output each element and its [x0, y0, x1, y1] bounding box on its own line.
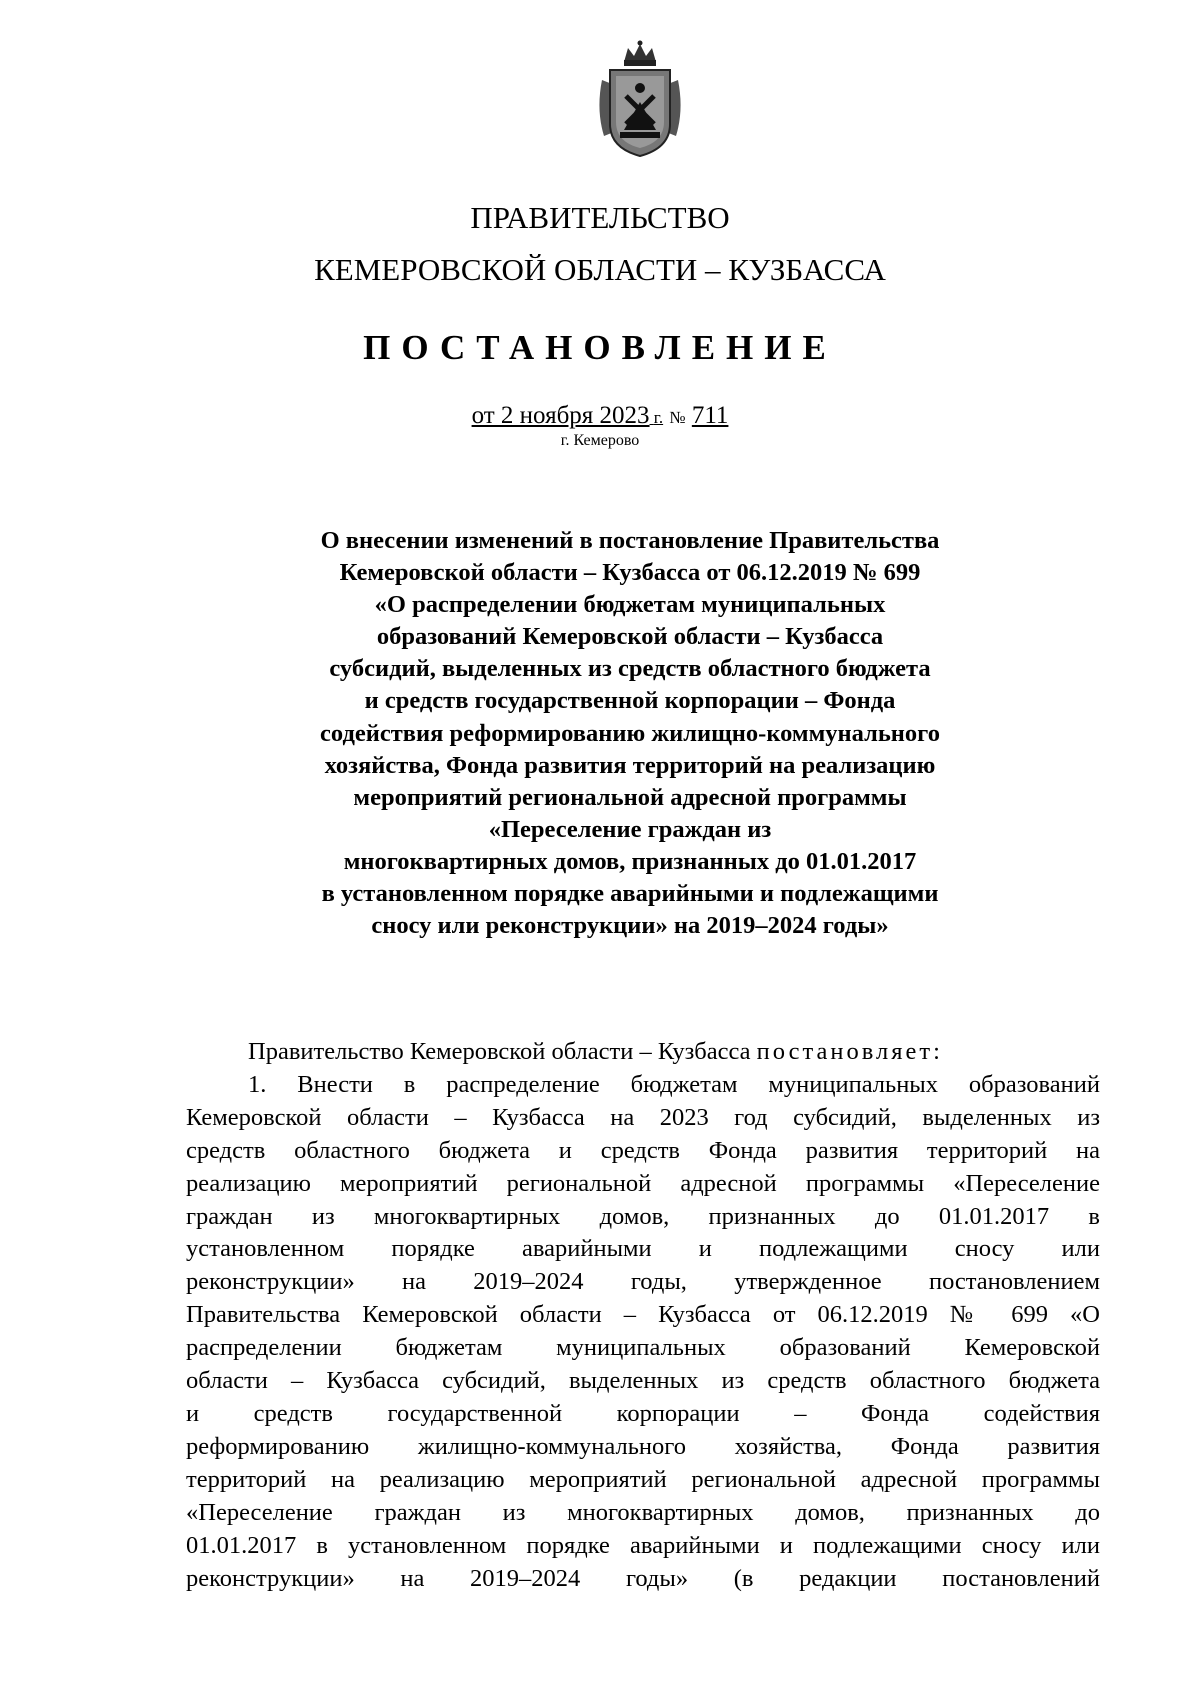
body-line: 01.01.2017 в установленном порядке аварийными и подлежащими сносу или [186, 1531, 1100, 1559]
body-line: территорий на реализацию мероприятий региональной адресной программы [186, 1465, 1100, 1493]
government-name-line2: КЕМЕРОВСКОЙ ОБЛАСТИ – КУЗБАССА [314, 252, 886, 287]
heading-line: сносу или реконструкции» на 2019–2024 годы» [371, 912, 889, 940]
number-sign: № [669, 408, 686, 427]
body-line: установленном порядке аварийными и подлежащими сносу или [186, 1235, 1100, 1263]
heading-line: содействия реформированию жилищно-коммунального [320, 719, 940, 747]
heading-line: мероприятий региональной адресной программы [353, 783, 907, 811]
document-heading [270, 525, 990, 942]
intro-line: Правительство Кемеровской области – Кузбасса постановляет: [248, 1038, 943, 1065]
year-suffix: г. [653, 408, 664, 427]
heading-line: «О распределении бюджетам муниципальных [374, 591, 886, 619]
body-line: области – Кузбасса субсидий, выделенных из средств областного бюджета [186, 1367, 1100, 1395]
body-line: средств областного бюджета и средств Фонда развития территорий на [186, 1136, 1100, 1164]
decree-date-number [0, 401, 1200, 433]
heading-line: и средств государственной корпорации – Фонда [364, 687, 896, 715]
body-line: реформированию жилищно-коммунального хозяйства, Фонда развития [186, 1432, 1100, 1460]
decree-number: 711 [691, 402, 729, 429]
body-line: распределении бюджетам муниципальных образований Кемеровской [186, 1334, 1100, 1362]
body-line: и средств государственной корпорации – Фонда содействия [186, 1399, 1100, 1427]
heading-line: «Переселение граждан из [488, 815, 772, 843]
body-line: реализацию мероприятий региональной адресной программы «Переселение [186, 1169, 1100, 1197]
body-line: реконструкции» на 2019–2024 годы, утвержденное постановлением [186, 1268, 1100, 1296]
heading-line: в установленном порядке аварийными и подлежащими [321, 880, 939, 908]
document-body [186, 1036, 1100, 1595]
coat-of-arms-icon [594, 40, 686, 160]
body-line: реконструкции» на 2019–2024 годы» (в редакции постановлений [186, 1564, 1100, 1592]
heading-line: О внесении изменений в постановление Правительства [320, 527, 940, 554]
heading-line: Кемеровской области – Кузбасса от 06.12.2019 № 699 [339, 559, 921, 587]
government-name-line1: ПРАВИТЕЛЬСТВО [470, 200, 730, 235]
heading-line: субсидий, выделенных из средств областного бюджета [329, 655, 931, 683]
city: г. Кемерово [560, 432, 640, 449]
heading-line: хозяйства, Фонда развития территорий на реализацию [324, 751, 936, 779]
body-line: граждан из многоквартирных домов, признанных до 01.01.2017 в [186, 1202, 1100, 1230]
resolves-word: постановляет: [756, 1038, 943, 1065]
body-line: «Переселение граждан из многоквартирных домов, признанных до [186, 1498, 1100, 1526]
document-type-title: ПОСТАНОВЛЕНИЕ [363, 328, 837, 367]
body-line: Кемеровской области – Кузбасса на 2023 год субсидий, выделенных из [186, 1103, 1100, 1131]
heading-line: образований Кемеровской области – Кузбасса [376, 623, 884, 651]
heading-line: многоквартирных домов, признанных до 01.01.2017 [343, 847, 917, 875]
body-line: Правительства Кемеровской области – Кузбасса от 06.12.2019 № 699 «О [186, 1301, 1100, 1329]
decree-date: от 2 ноября 2023 [471, 402, 650, 429]
body-line: 1. Внести в распределение бюджетам муниципальных образований [248, 1070, 1100, 1098]
